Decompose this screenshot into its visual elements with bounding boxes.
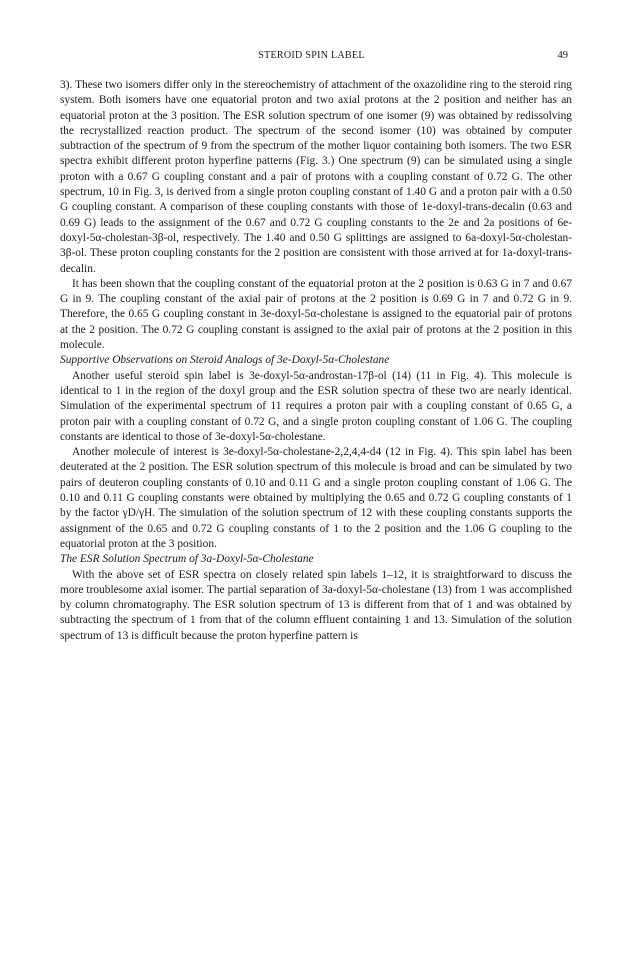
running-head xyxy=(0,50,623,66)
section-heading-supportive: Supportive Observations on Steroid Analogs of 3e-Doxyl-5α-Cholestane xyxy=(60,354,390,367)
paragraph-coupling-assignment: It has been shown that the coupling constant of the equatorial proton at the 2 position is 0.63 G in 7 and 0.67 G in 9. The coupling constant of the axial pair of protons at the 2 position is 0.69 G in 7 and 0.72 G in 9. Therefore, the 0.65 G coupling constant in 3e-doxyl-5α-cholestane is assigned to the equatorial pair of protons at the 2 position. The 0.72 G coupling constant is assigned to the axial pair of protons at the 2 position in this molecule. xyxy=(60,277,572,352)
body-text xyxy=(60,78,572,644)
section-heading-axial-isomer: The ESR Solution Spectrum of 3a-Doxyl-5α-Cholestane xyxy=(60,553,314,566)
page-number: 49 xyxy=(557,50,568,61)
paragraph-axial-isomer: With the above set of ESR spectra on closely related spin labels 1–12, it is straightforward to discuss the more troublesome axial isomer. The partial separation of 3a-doxyl-5α-cholestane (13) from 1 was accomplished by column chromatography. The ESR solution spectrum of 13 is different from that of 1 and was obtained by subtracting the spectrum of 1 from that of the column effluent containing 1 and 13. Simulation of the solution spectrum of 13 is difficult because the proton hyperfine pattern is xyxy=(60,568,572,642)
paragraph-androstan: Another useful steroid spin label is 3e-doxyl-5α-androstan-17β-ol (14) (11 in Fig. 4). This molecule is identical to 1 in the region of the doxyl group and the ESR solution spectra of these two are nearly identical. Simulation of the experimental spectrum of 11 requires a proton pair with a coupling constant of 0.65 G, a proton pair with a coupling constant of 0.72 G, and a single proton coupling constant of 1.06 G. The coupling constants are identical to those of 3e-doxyl-5α-cholestane. xyxy=(60,369,572,443)
paragraph-deuterated: Another molecule of interest is 3e-doxyl-5α-cholestane-2,2,4,4-d4 (12 in Fig. 4). This spin label has been deuterated at the 2 position. The ESR solution spectrum of this molecule is broad and can be simulated by two pairs of deuteron coupling constants of 0.10 and 0.11 G and a single proton coupling constant of 1.06 G. The 0.10 and 0.11 G coupling constants were obtained by multiplying the 0.65 and 0.72 G coupling constants of 1 by the factor γD/γH. The simulation of the solution spectrum of 12 with these coupling constants supports the assignment of the 0.65 and 0.72 G coupling constants of 1 to the 2 position and the 1.06 G coupling to the equatorial proton at the 3 position. xyxy=(60,446,572,550)
running-title: STEROID SPIN LABEL xyxy=(258,50,365,61)
paragraph-continued: 3). These two isomers differ only in the stereochemistry of attachment of the oxazolidine ring to the steroid ring system. Both isomers have one equatorial proton and two axial protons at the 2 position and neither has an equatorial proton at the 3 position. The ESR solution spectrum of one isomer (9) was obtained by redissolving the recrystallized reaction product. The spectrum of the second isomer (10) was obtained by computer subtraction of the spectrum of 9 from the spectrum of the mother liquor containing both isomers. The two ESR spectra exhibit different proton hyperfine patterns (Fig. 3.) One spectrum (9) can be simulated using a single proton with a 0.67 G coupling constant and a pair of protons with a coupling constant of 0.72 G. The other spectrum, 10 in Fig. 3, is derived from a single proton coupling constant of 1.40 G and a proton pair with a 0.50 G coupling constant. A comparison of these coupling constants with those of 1e-doxyl-trans-decalin (0.63 and 0.69 G) leads to the assignment of the 0.67 and 0.72 G coupling constants to the 2e and 2a positions of 6e-doxyl-5α-cholestan-3β-ol, respectively. The 1.40 and 0.50 G splittings are assigned to 6a-doxyl-5α-cholestan-3β-ol. These proton coupling constants for the 2 position are consistent with those arrived at for 1a-doxyl-trans-decalin. xyxy=(60,79,572,275)
